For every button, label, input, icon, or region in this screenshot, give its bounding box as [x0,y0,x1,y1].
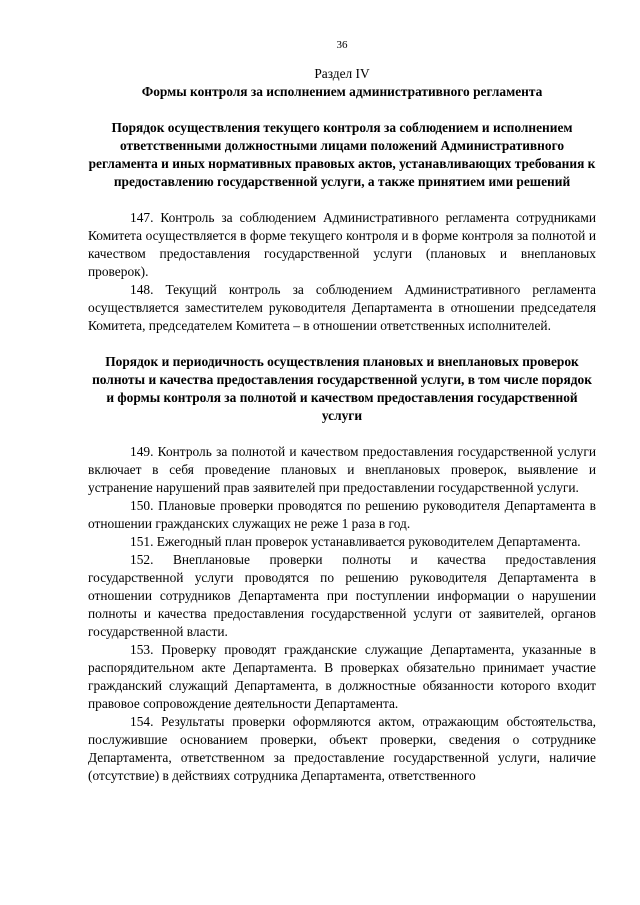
paragraph-150: 150. Плановые проверки проводятся по решению руководителя Департамента в отношении гражданских служащих не реже 1 раза в год. [88,498,596,531]
page-number: 36 [336,39,348,51]
paragraph-154: 154. Результаты проверки оформляются актом, отражающим обстоятельства, послужившие основанием проверки, объект проверки, сведения о сотруднике Департамента, ответственном за предоставление государственной услуги, наличие (отсутствие) в действиях сотрудника Департамента, ответственного [88,714,596,783]
subsection-title-inspections: Порядок и периодичность осуществления плановых и внеплановых проверок полноты и качества предоставления государственной услуги, в том числе порядок и формы контроля за полнотой и качеством предоставления государственной услуги [92,354,592,423]
paragraph-152: 152. Внеплановые проверки полноты и качества предоставления государственной услуги проводятся по решению руководителя Департамента в отношении сотрудников Департамента при поступлении информации о нарушении полноты и качества предоставления государственной услуги от заявителей, органов государственной власти. [88,552,596,639]
paragraph-148: 148. Текущий контроль за соблюдением Административного регламента осуществляется заместителем руководителя Департамента в отношении председателя Комитета, председателем Комитета – в отношении ответственных исполнителей. [88,282,596,333]
paragraph-149: 149. Контроль за полнотой и качеством предоставления государственной услуги включает в себя проведение плановых и внеплановых проверок, выявление и устранение нарушений прав заявителей при предоставлении государственной услуги. [88,444,596,495]
paragraph-147: 147. Контроль за соблюдением Административного регламента сотрудниками Комитета осуществляется в форме текущего контроля и в форме контроля за полнотой и качеством предоставления государственной услуги (плановых и внеплановых проверок). [88,210,596,279]
subsection-title-current-control: Порядок осуществления текущего контроля за соблюдением и исполнением ответственными должностными лицами положений Административного регламента и иных нормативных правовых актов, устанавливающих требования к предоставлению государственной услуги, а также принятием ими решений [88,120,596,189]
document-page [88,38,596,785]
section-title: Формы контроля за исполнением административного регламента [141,84,543,99]
paragraph-151: 151. Ежегодный план проверок устанавливается руководителем Департамента. [130,534,581,549]
section-label: Раздел IV [314,66,370,81]
paragraph-153: 153. Проверку проводят гражданские служащие Департамента, указанные в распорядительном акте Департамента. В проверках обязательно принимает участие гражданский служащий Департамента, в должностные обязанности которого входит правовое сопровождение деятельности Департамента. [88,642,596,711]
